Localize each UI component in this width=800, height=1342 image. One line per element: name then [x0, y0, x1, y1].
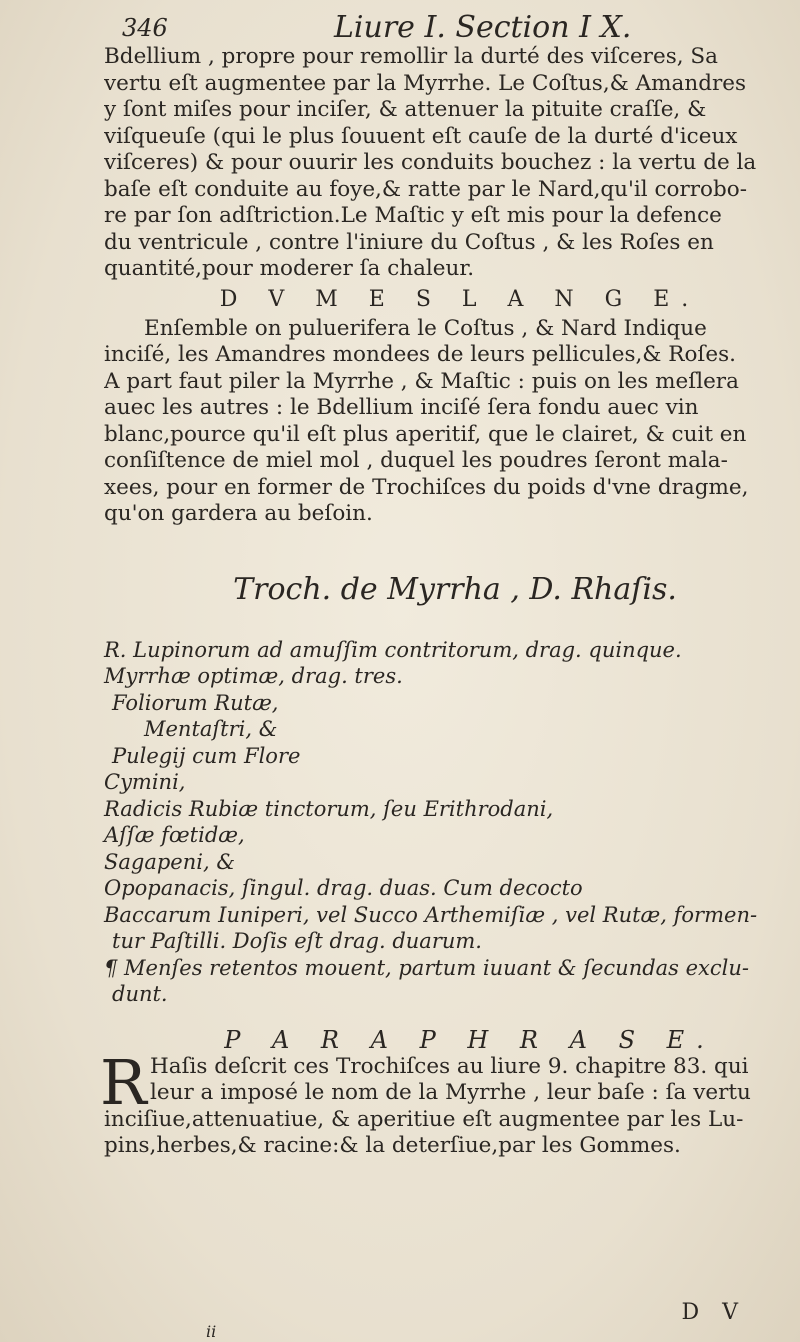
section-heading: D V M E S L A N G E.	[219, 286, 701, 312]
recipe-line: Myrrhæ optimæ, drag. tres.	[104, 664, 403, 688]
text-line: Haſis deſcrit ces Trochiſces au liure 9. chapitre 83. qui	[150, 1053, 749, 1079]
recipe-list	[104, 637, 776, 1008]
text-line: leur a imposé le nom de la Myrrhe , leur baſe : ſa vertu	[150, 1080, 751, 1105]
text-line: viſqueuſe (qui le plus ſouuent eſt cauſe de la durté d'iceux	[104, 123, 738, 149]
text-line: y ſont miſes pour inciſer, & attenuer la pituite craſſe, &	[104, 97, 707, 122]
recipe-line: Mentaſtri, &	[144, 717, 278, 741]
text-line: viſceres) & pour ouurir les conduits bouchez : la vertu de la	[104, 150, 757, 175]
text-line: xees, pour en former de Trochiſces du poids d'vne dragme,	[104, 474, 749, 500]
text-line: quantité,pour moderer ſa chaleur.	[104, 256, 475, 281]
recipe-line: Pulegij cum Flore	[112, 743, 301, 768]
recipe-line: tur Paſtilli. Doſis eſt drag. duarum.	[112, 929, 482, 953]
recipe-line: Baccarum Iuniperi, vel Succo Arthemiſiæ , vel Rutæ, formen-	[104, 902, 758, 927]
text-line: Bdellium , propre pour remollir la durté des viſceres, Sa	[104, 44, 718, 69]
recipe-line: ¶ Menſes retentos mouent, partum iuuant & ſecundas exclu-	[104, 955, 750, 980]
text-line: pins,herbes,& racine:& la deterſiue,par les Gommes.	[104, 1133, 681, 1158]
recipe-line: Sagapeni, &	[104, 849, 236, 874]
paragraph-meslange	[104, 316, 776, 528]
paragraph-bdellium	[104, 44, 776, 283]
text-line: re par ſon adſtriction.Le Maſtic y eſt mis pour la defence	[104, 203, 722, 228]
recipe-line: Foliorum Rutæ,	[112, 690, 279, 715]
recipe-line: R. Lupinorum ad amuſſim contritorum, drag. quinque.	[104, 637, 682, 662]
catchword: D V	[681, 1300, 746, 1325]
recipe-line: Radicis Rubiæ tinctorum, ſeu Erithrodani,	[104, 796, 554, 821]
recipe-title: Troch. de Myrrha , D. Rhaſis.	[233, 571, 677, 607]
page-header	[104, 10, 776, 45]
paraphrase-paragraph	[100, 1045, 776, 1160]
text-line: vertu eſt augmentee par la Myrrhe. Le Coſtus,& Amandres	[104, 70, 746, 96]
running-head: Liure I. Section I X.	[334, 10, 632, 45]
recipe-line: Aſſæ fœtidæ,	[104, 823, 245, 847]
text-line: du ventricule , contre l'iniure du Coſtus , & les Roſes en	[104, 229, 714, 255]
recipe-line: Cymini,	[104, 770, 186, 794]
text-line: baſe eſt conduite au foye,& ratte par le Nard,qu'il corrobo-	[104, 176, 747, 202]
text-line: Enſemble on puluerifera le Coſtus , & Nard Indique	[144, 315, 707, 341]
text-line: A part faut piler la Myrrhe , & Maſtic : puis on les meſlera	[104, 368, 739, 394]
page-number: 346	[122, 14, 168, 42]
paraphrase-title: P A R A P H R A S E.	[224, 1025, 716, 1054]
recipe-line: Opopanacis, ſingul. drag. duas. Cum decocto	[104, 876, 583, 900]
text-line: qu'on gardera au beſoin.	[104, 501, 373, 526]
signature-mark: ii	[206, 1322, 217, 1341]
recipe-line: dunt.	[112, 982, 168, 1006]
text-line: inciſé, les Amandres mondees de leurs pellicules,& Roſes.	[104, 342, 736, 367]
text-line: inciſiue,attenuatiue, & aperitiue eſt augmentee par les Lu-	[104, 1106, 744, 1132]
drop-cap: R	[100, 1045, 147, 1119]
text-line: auec les autres : le Bdellium inciſé ſera fondu auec vin	[104, 395, 699, 420]
text-line: conſiſtence de miel mol , duquel les poudres ſeront mala-	[104, 448, 728, 473]
text-line: blanc,pource qu'il eſt plus aperitif, que le clairet, & cuit en	[104, 421, 747, 447]
